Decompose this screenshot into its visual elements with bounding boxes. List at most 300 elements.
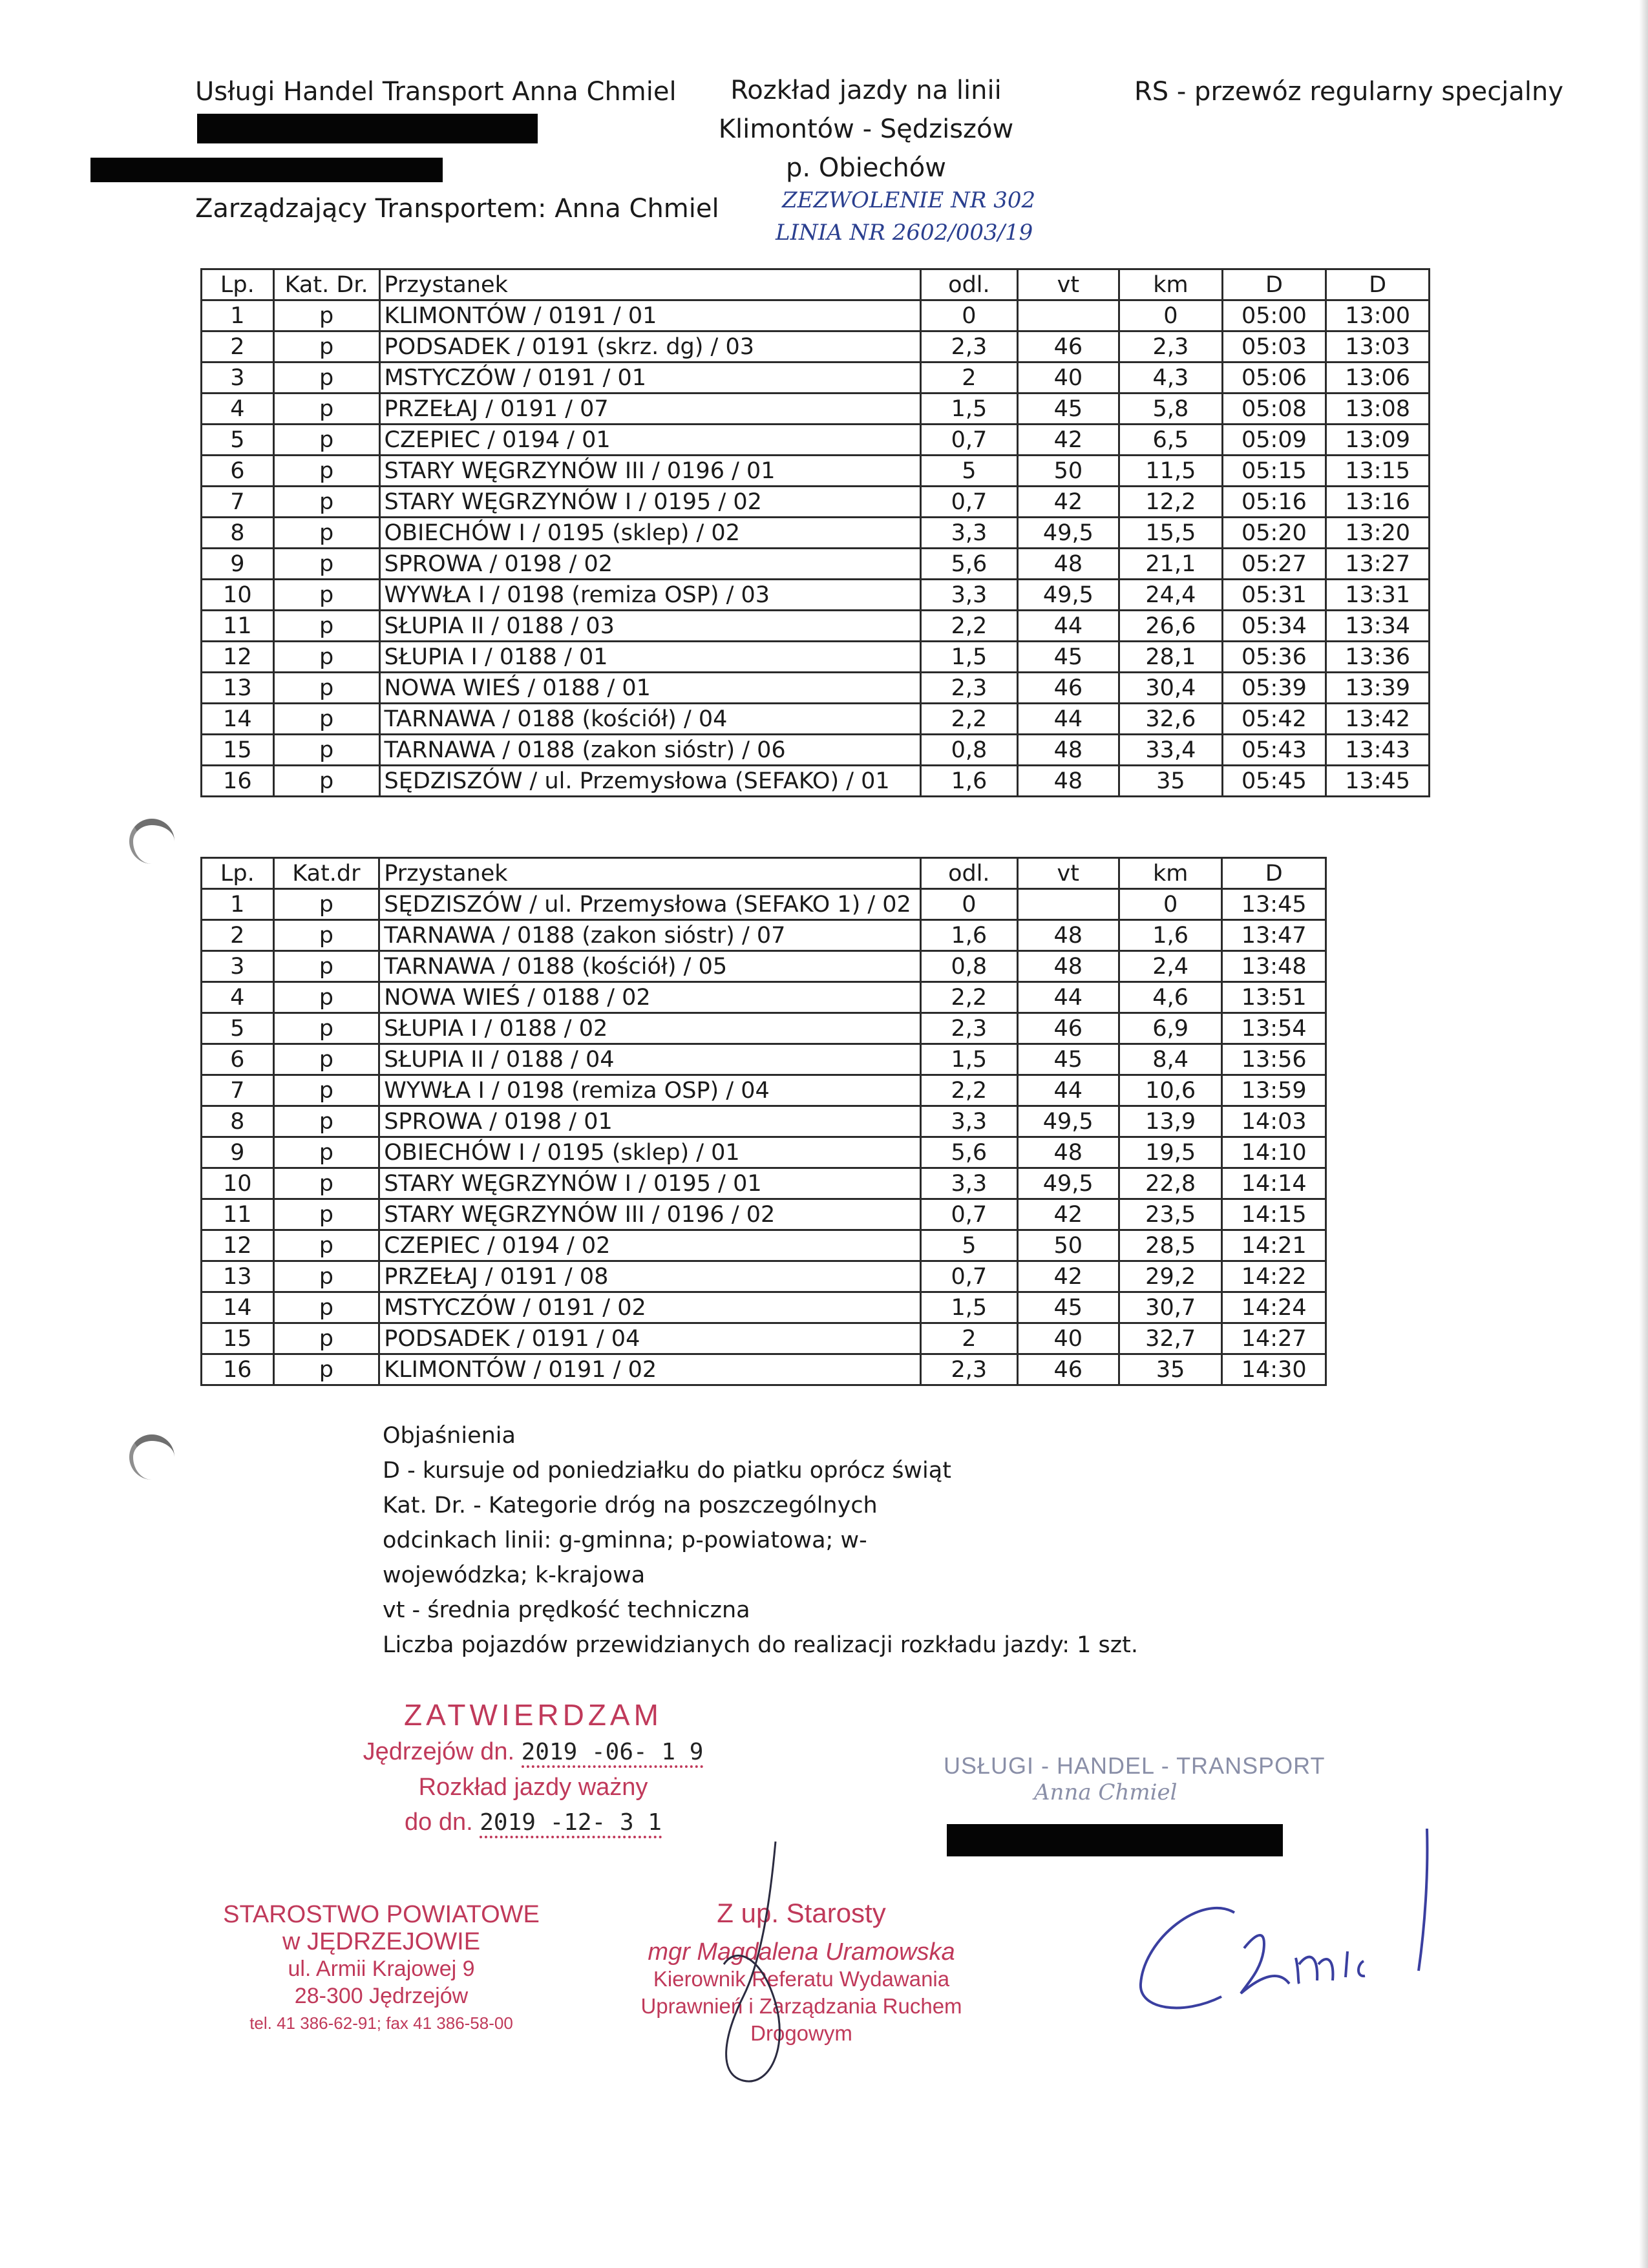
cell-odl: 5 [921, 1230, 1017, 1261]
cell-vt [1017, 300, 1119, 331]
cell-km: 32,6 [1119, 704, 1222, 735]
table-row [202, 1354, 1326, 1385]
col-d-1: D [1222, 269, 1326, 300]
cell-lp: 15 [202, 1323, 274, 1354]
cell-km: 2,3 [1119, 331, 1222, 362]
cell-stop: STARY WĘGRZYNÓW I / 0195 / 02 [379, 487, 921, 518]
cell-km: 35 [1119, 766, 1222, 797]
official-signature [698, 1835, 847, 2094]
cell-d: 13:08 [1326, 394, 1430, 425]
cell-vt: 45 [1017, 394, 1119, 425]
notes-title: Objaśnienia [383, 1423, 516, 1449]
approval-validity: Rozkład jazdy ważny [418, 1774, 648, 1801]
cell-vt: 49,5 [1017, 1106, 1119, 1137]
cell-kat-dr: p [273, 735, 379, 766]
cell-vt: 46 [1017, 331, 1119, 362]
cell-odl: 0 [921, 889, 1017, 920]
table-row [202, 1106, 1326, 1137]
cell-d: 05:27 [1222, 549, 1326, 580]
approval-stamp [336, 1696, 730, 1841]
table-row [202, 456, 1430, 487]
company-name: Usługi Handel Transport Anna Chmiel [195, 77, 677, 107]
table-row [202, 611, 1430, 642]
approval-valid-until-line [336, 1804, 730, 1841]
cell-lp: 11 [202, 1199, 274, 1230]
notes-line: Kat. Dr. - Kategorie dróg na poszczególnych [383, 1493, 878, 1518]
cell-vt: 44 [1017, 704, 1119, 735]
cell-vt: 50 [1017, 1230, 1119, 1261]
cell-stop: CZEPIEC / 0194 / 02 [379, 1230, 921, 1261]
cell-d: 14:21 [1222, 1230, 1326, 1261]
cell-lp: 3 [202, 951, 274, 982]
cell-stop: SĘDZISZÓW / ul. Przemysłowa (SEFAKO) / 01 [379, 766, 921, 797]
cell-stop: KLIMONTÓW / 0191 / 01 [379, 300, 921, 331]
cell-km: 10,6 [1119, 1075, 1221, 1106]
cell-km: 5,8 [1119, 394, 1222, 425]
timetable-outbound [200, 268, 1430, 797]
cell-lp: 15 [202, 735, 274, 766]
cell-vt: 49,5 [1017, 580, 1119, 611]
cell-lp: 7 [202, 487, 274, 518]
cell-km: 26,6 [1119, 611, 1222, 642]
cell-lp: 6 [202, 1044, 274, 1075]
cell-kat-dr: p [273, 951, 379, 982]
cell-km: 24,4 [1119, 580, 1222, 611]
cell-kat-dr: p [273, 889, 379, 920]
cell-stop: WYWŁA I / 0198 (remiza OSP) / 03 [379, 580, 921, 611]
cell-stop: OBIECHÓW I / 0195 (sklep) / 01 [379, 1137, 921, 1168]
cell-km: 32,7 [1119, 1323, 1221, 1354]
cell-odl: 3,3 [921, 1106, 1017, 1137]
cell-lp: 2 [202, 331, 274, 362]
cell-km: 29,2 [1119, 1261, 1221, 1292]
cell-vt: 40 [1017, 1323, 1119, 1354]
col-przystanek: Przystanek [379, 269, 921, 300]
office-stamp [200, 1901, 562, 2037]
cell-kat-dr: p [273, 1354, 379, 1385]
official-stamp-line-4: Uprawnień i Zarządzania Ruchem [640, 1994, 962, 2018]
table-row [202, 518, 1430, 549]
cell-kat-dr: p [273, 487, 379, 518]
cell-km: 28,1 [1119, 642, 1222, 673]
col-przystanek: Przystanek [379, 858, 921, 889]
cell-kat-dr: p [273, 766, 379, 797]
page-edge-shadow [1639, 0, 1648, 2268]
cell-vt: 42 [1017, 1261, 1119, 1292]
cell-odl: 0,7 [921, 1261, 1017, 1292]
cell-d: 05:06 [1222, 362, 1326, 394]
cell-d: 14:15 [1222, 1199, 1326, 1230]
cell-odl: 5,6 [921, 1137, 1017, 1168]
cell-d: 13:34 [1326, 611, 1430, 642]
cell-km: 19,5 [1119, 1137, 1221, 1168]
cell-vt: 45 [1017, 1292, 1119, 1323]
cell-km: 21,1 [1119, 549, 1222, 580]
cell-km: 28,5 [1119, 1230, 1221, 1261]
signature-image [1125, 1822, 1461, 2016]
cell-odl: 2,3 [921, 1013, 1017, 1044]
cell-stop: SŁUPIA I / 0188 / 01 [379, 642, 921, 673]
cell-d: 14:30 [1222, 1354, 1326, 1385]
cell-lp: 9 [202, 549, 274, 580]
cell-stop: OBIECHÓW I / 0195 (sklep) / 02 [379, 518, 921, 549]
office-stamp-line-2: w JĘDRZEJOWIE [282, 1928, 481, 1955]
approval-date: 2019 -06- 1 9 [522, 1739, 704, 1768]
official-stamp-line-2: mgr Magdalena Uramowska [648, 1938, 955, 1966]
cell-kat-dr: p [273, 549, 379, 580]
cell-km: 8,4 [1119, 1044, 1221, 1075]
table-row [202, 1075, 1326, 1106]
cell-km: 33,4 [1119, 735, 1222, 766]
cell-odl: 2 [921, 362, 1017, 394]
cell-odl: 0,7 [921, 1199, 1017, 1230]
cell-d: 13:06 [1326, 362, 1430, 394]
cell-kat-dr: p [273, 1044, 379, 1075]
table-row [202, 982, 1326, 1013]
office-stamp-line-1: STAROSTWO POWIATOWE [223, 1901, 540, 1928]
cell-km: 0 [1119, 300, 1222, 331]
cell-kat-dr: p [273, 300, 379, 331]
table-row [202, 1292, 1326, 1323]
table-row [202, 1199, 1326, 1230]
cell-stop: PRZEŁAJ / 0191 / 07 [379, 394, 921, 425]
cell-d: 05:36 [1222, 642, 1326, 673]
cell-odl: 3,3 [921, 1168, 1017, 1199]
cell-stop: NOWA WIEŚ / 0188 / 02 [379, 982, 921, 1013]
cell-kat-dr: p [273, 1168, 379, 1199]
cell-d: 13:54 [1222, 1013, 1326, 1044]
cell-lp: 16 [202, 766, 274, 797]
transport-manager: Zarządzający Transportem: Anna Chmiel [195, 194, 719, 224]
notes-line: wojewódzka; k-krajowa [383, 1562, 646, 1588]
notes-section [383, 1418, 1138, 1663]
cell-odl: 1,5 [921, 1044, 1017, 1075]
punch-hole-mark [129, 819, 174, 864]
timetable-return [200, 857, 1327, 1386]
cell-kat-dr: p [273, 331, 379, 362]
table-row [202, 300, 1430, 331]
col-odl: odl. [921, 858, 1017, 889]
cell-lp: 12 [202, 1230, 274, 1261]
cell-vt: 45 [1017, 1044, 1119, 1075]
cell-odl: 2,2 [921, 982, 1017, 1013]
cell-d: 14:10 [1222, 1137, 1326, 1168]
cell-vt: 48 [1017, 1137, 1119, 1168]
cell-vt: 44 [1017, 1075, 1119, 1106]
cell-lp: 14 [202, 1292, 274, 1323]
official-stamp-line-3: Kierownik Referatu Wydawania [653, 1967, 950, 1991]
cell-d: 05:15 [1222, 456, 1326, 487]
cell-km: 6,5 [1119, 425, 1222, 456]
col-km: km [1119, 269, 1222, 300]
cell-d: 13:56 [1222, 1044, 1326, 1075]
cell-d: 13:31 [1326, 580, 1430, 611]
cell-d: 05:16 [1222, 487, 1326, 518]
cell-d: 13:27 [1326, 549, 1430, 580]
cell-vt: 49,5 [1017, 518, 1119, 549]
cell-vt: 42 [1017, 1199, 1119, 1230]
cell-odl: 0 [921, 300, 1017, 331]
table-row [202, 766, 1430, 797]
col-lp: Lp. [202, 858, 274, 889]
table-row [202, 1230, 1326, 1261]
cell-km: 11,5 [1119, 456, 1222, 487]
cell-vt: 48 [1017, 766, 1119, 797]
route-title-line-3: p. Obiechów [786, 153, 946, 183]
cell-vt: 50 [1017, 456, 1119, 487]
cell-d: 13:43 [1326, 735, 1430, 766]
table-row [202, 1323, 1326, 1354]
cell-lp: 16 [202, 1354, 274, 1385]
official-stamp-line-1: Z up. Starosty [717, 1898, 886, 1928]
cell-odl: 2,2 [921, 611, 1017, 642]
office-stamp-line-3: ul. Armii Krajowej 9 [288, 1957, 475, 1981]
route-title-line-2: Klimontów - Sędziszów [718, 114, 1014, 144]
cell-vt: 48 [1017, 735, 1119, 766]
cell-d: 14:24 [1222, 1292, 1326, 1323]
cell-odl: 0,7 [921, 487, 1017, 518]
approval-valid-until-prefix: do dn. [405, 1809, 473, 1836]
cell-stop: STARY WĘGRZYNÓW III / 0196 / 01 [379, 456, 921, 487]
cell-odl: 3,3 [921, 518, 1017, 549]
cell-vt: 49,5 [1017, 1168, 1119, 1199]
cell-km: 30,4 [1119, 673, 1222, 704]
table-row [202, 394, 1430, 425]
cell-lp: 2 [202, 920, 274, 951]
cell-d: 13:36 [1326, 642, 1430, 673]
cell-kat-dr: p [273, 1199, 379, 1230]
table-row [202, 1013, 1326, 1044]
cell-stop: SŁUPIA II / 0188 / 03 [379, 611, 921, 642]
col-lp: Lp. [202, 269, 274, 300]
cell-d: 13:51 [1222, 982, 1326, 1013]
cell-d: 05:42 [1222, 704, 1326, 735]
table-row [202, 331, 1430, 362]
cell-kat-dr: p [273, 425, 379, 456]
cell-lp: 6 [202, 456, 274, 487]
cell-odl: 2 [921, 1323, 1017, 1354]
punch-hole-mark [129, 1434, 174, 1480]
cell-d: 05:00 [1222, 300, 1326, 331]
cell-vt [1017, 889, 1119, 920]
official-stamp-line-5: Drogowym [750, 2021, 852, 2045]
cell-odl: 2,3 [921, 1354, 1017, 1385]
approval-title: ZATWIERDZAM [404, 1698, 662, 1732]
cell-lp: 10 [202, 1168, 274, 1199]
cell-kat-dr: p [273, 1013, 379, 1044]
cell-stop: STARY WĘGRZYNÓW I / 0195 / 01 [379, 1168, 921, 1199]
cell-d: 13:45 [1326, 766, 1430, 797]
cell-d: 14:27 [1222, 1323, 1326, 1354]
cell-lp: 11 [202, 611, 274, 642]
table-row [202, 951, 1326, 982]
cell-d: 05:31 [1222, 580, 1326, 611]
company-stamp-owner: Anna Chmiel [1034, 1780, 1178, 1805]
cell-d: 13:15 [1326, 456, 1430, 487]
cell-d: 05:08 [1222, 394, 1326, 425]
cell-kat-dr: p [273, 1106, 379, 1137]
col-kat-dr: Kat. Dr. [273, 269, 379, 300]
cell-d: 13:00 [1326, 300, 1430, 331]
cell-kat-dr: p [273, 580, 379, 611]
cell-lp: 8 [202, 518, 274, 549]
cell-d: 05:39 [1222, 673, 1326, 704]
cell-km: 22,8 [1119, 1168, 1221, 1199]
cell-stop: CZEPIEC / 0194 / 01 [379, 425, 921, 456]
cell-km: 4,6 [1119, 982, 1221, 1013]
cell-d: 05:45 [1222, 766, 1326, 797]
cell-stop: PRZEŁAJ / 0191 / 08 [379, 1261, 921, 1292]
cell-odl: 0,8 [921, 951, 1017, 982]
cell-kat-dr: p [273, 1292, 379, 1323]
table-row [202, 673, 1430, 704]
cell-d: 05:03 [1222, 331, 1326, 362]
route-title-line-1: Rozkład jazdy na linii [730, 76, 1002, 105]
cell-lp: 4 [202, 982, 274, 1013]
company-stamp-name: USŁUGI - HANDEL - TRANSPORT [944, 1752, 1326, 1779]
cell-odl: 1,6 [921, 920, 1017, 951]
cell-kat-dr: p [273, 1075, 379, 1106]
table-row [202, 1137, 1326, 1168]
cell-lp: 1 [202, 889, 274, 920]
cell-lp: 13 [202, 1261, 274, 1292]
table-row [202, 642, 1430, 673]
table-row [202, 920, 1326, 951]
cell-d: 13:03 [1326, 331, 1430, 362]
table-row [202, 889, 1326, 920]
cell-odl: 2,2 [921, 1075, 1017, 1106]
cell-d: 13:42 [1326, 704, 1430, 735]
cell-kat-dr: p [273, 1137, 379, 1168]
cell-vt: 48 [1017, 920, 1119, 951]
cell-lp: 8 [202, 1106, 274, 1137]
office-stamp-line-5: tel. 41 386-62-91; fax 41 386-58-00 [249, 2013, 513, 2033]
col-kat-dr: Kat.dr [273, 858, 379, 889]
table-row [202, 549, 1430, 580]
notes-line: Liczba pojazdów przewidzianych do realizacji rozkładu jazdy: 1 szt. [383, 1632, 1138, 1658]
cell-km: 1,6 [1119, 920, 1221, 951]
approval-valid-until-date: 2019 -12- 3 1 [480, 1809, 662, 1838]
cell-vt: 45 [1017, 642, 1119, 673]
table-row [202, 487, 1430, 518]
cell-km: 15,5 [1119, 518, 1222, 549]
col-d-2: D [1326, 269, 1430, 300]
cell-km: 13,9 [1119, 1106, 1221, 1137]
cell-lp: 7 [202, 1075, 274, 1106]
handwritten-permit-number: ZEZWOLENIE NR 302 [782, 187, 1036, 213]
cell-km: 0 [1119, 889, 1221, 920]
cell-kat-dr: p [273, 673, 379, 704]
cell-odl: 1,5 [921, 394, 1017, 425]
cell-km: 23,5 [1119, 1199, 1221, 1230]
cell-vt: 42 [1017, 487, 1119, 518]
cell-kat-dr: p [273, 518, 379, 549]
cell-d: 14:22 [1222, 1261, 1326, 1292]
cell-d: 05:43 [1222, 735, 1326, 766]
cell-d: 13:48 [1222, 951, 1326, 982]
cell-kat-dr: p [273, 611, 379, 642]
cell-km: 6,9 [1119, 1013, 1221, 1044]
cell-kat-dr: p [273, 1230, 379, 1261]
cell-d: 14:03 [1222, 1106, 1326, 1137]
cell-stop: PODSADEK / 0191 (skrz. dg) / 03 [379, 331, 921, 362]
approval-place: Jędrzejów dn. [363, 1738, 515, 1765]
cell-d: 13:39 [1326, 673, 1430, 704]
cell-lp: 9 [202, 1137, 274, 1168]
cell-stop: MSTYCZÓW / 0191 / 02 [379, 1292, 921, 1323]
cell-vt: 46 [1017, 1354, 1119, 1385]
cell-stop: WYWŁA I / 0198 (remiza OSP) / 04 [379, 1075, 921, 1106]
cell-lp: 5 [202, 425, 274, 456]
notes-line: vt - średnia prędkość techniczna [383, 1597, 750, 1623]
cell-stop: SŁUPIA II / 0188 / 04 [379, 1044, 921, 1075]
cell-d: 13:09 [1326, 425, 1430, 456]
cell-lp: 1 [202, 300, 274, 331]
cell-kat-dr: p [273, 1261, 379, 1292]
cell-d: 05:34 [1222, 611, 1326, 642]
cell-stop: TARNAWA / 0188 (zakon sióstr) / 07 [379, 920, 921, 951]
cell-km: 30,7 [1119, 1292, 1221, 1323]
service-type: RS - przewóz regularny specjalny [1134, 77, 1564, 107]
table-row [202, 1168, 1326, 1199]
cell-vt: 48 [1017, 549, 1119, 580]
redacted-address-line-1 [197, 114, 538, 143]
handwritten-line-number: LINIA NR 2602/003/19 [776, 220, 1033, 246]
col-vt: vt [1017, 269, 1119, 300]
cell-stop: TARNAWA / 0188 (kościół) / 04 [379, 704, 921, 735]
cell-odl: 5 [921, 456, 1017, 487]
col-d: D [1222, 858, 1326, 889]
col-km: km [1119, 858, 1221, 889]
cell-vt: 44 [1017, 982, 1119, 1013]
cell-vt: 42 [1017, 425, 1119, 456]
col-odl: odl. [921, 269, 1017, 300]
cell-stop: MSTYCZÓW / 0191 / 01 [379, 362, 921, 394]
cell-d: 14:14 [1222, 1168, 1326, 1199]
cell-kat-dr: p [273, 704, 379, 735]
cell-stop: SŁUPIA I / 0188 / 02 [379, 1013, 921, 1044]
cell-lp: 4 [202, 394, 274, 425]
cell-km: 12,2 [1119, 487, 1222, 518]
cell-kat-dr: p [273, 920, 379, 951]
cell-d: 05:09 [1222, 425, 1326, 456]
cell-kat-dr: p [273, 362, 379, 394]
cell-d: 13:16 [1326, 487, 1430, 518]
cell-stop: KLIMONTÓW / 0191 / 02 [379, 1354, 921, 1385]
cell-d: 13:59 [1222, 1075, 1326, 1106]
cell-lp: 12 [202, 642, 274, 673]
cell-stop: NOWA WIEŚ / 0188 / 01 [379, 673, 921, 704]
cell-d: 05:20 [1222, 518, 1326, 549]
cell-lp: 5 [202, 1013, 274, 1044]
cell-odl: 2,3 [921, 331, 1017, 362]
table-row [202, 735, 1430, 766]
cell-odl: 1,6 [921, 766, 1017, 797]
office-stamp-line-4: 28-300 Jędrzejów [294, 1984, 469, 2008]
cell-odl: 0,7 [921, 425, 1017, 456]
cell-stop: TARNAWA / 0188 (zakon sióstr) / 06 [379, 735, 921, 766]
table-row [202, 1044, 1326, 1075]
cell-odl: 0,8 [921, 735, 1017, 766]
notes-line: odcinkach linii: g-gminna; p-powiatowa; w- [383, 1528, 867, 1553]
cell-stop: SPROWA / 0198 / 02 [379, 549, 921, 580]
col-vt: vt [1017, 858, 1119, 889]
cell-km: 2,4 [1119, 951, 1221, 982]
cell-vt: 40 [1017, 362, 1119, 394]
cell-stop: PODSADEK / 0191 / 04 [379, 1323, 921, 1354]
company-stamp [944, 1752, 1325, 1805]
cell-lp: 3 [202, 362, 274, 394]
